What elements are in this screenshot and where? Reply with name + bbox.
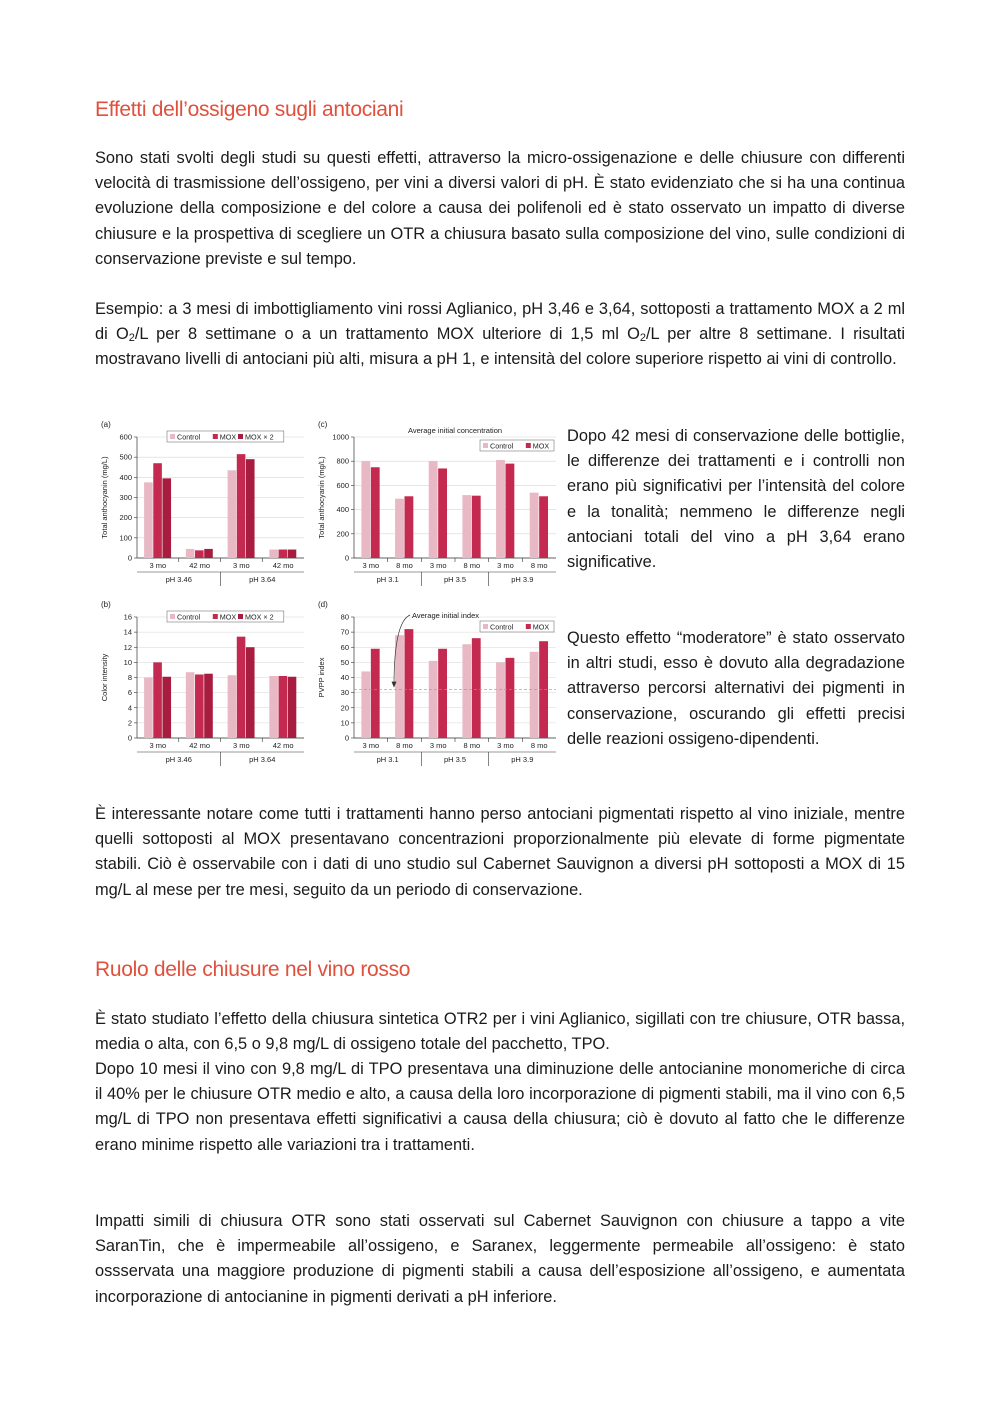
- legend-swatch: [526, 443, 531, 448]
- y-tick-label: 40: [340, 673, 349, 682]
- paragraph-10-months: Dopo 10 mesi il vino con 9,8 mg/L di TPO presentava una diminuzione delle antocianine monomeriche di circa il 40% per le chiusure OTR medio e alto, a causa della loro incorporazione di pigmenti stabili, ma il vino con 6,5 mg/L di TPO non presentava effetti significativi a causa della chiusura; ciò è dovuto al fatto che le differenze erano minime rispetto alle variazioni tra i trattamenti.: [95, 1060, 905, 1154]
- bar-mox: [237, 637, 246, 738]
- bar-control: [462, 644, 471, 738]
- bar-mox-2: [246, 459, 255, 558]
- legend-label: Control: [177, 432, 201, 442]
- y-tick-label: 0: [127, 733, 132, 743]
- y-tick-label: 16: [123, 612, 132, 622]
- bar-control: [361, 671, 370, 738]
- group-label: pH 3.5: [443, 575, 467, 584]
- bar-mox: [237, 454, 246, 558]
- y-tick-label: 10: [340, 718, 349, 728]
- legend-swatch: [483, 624, 488, 629]
- side-paragraph-moderator: Questo effetto “moderatore” è stato osservato in altri studi, esso è dovuto alla degradazione attraverso percorsi alternativi dei pigmenti in conservazione, oscurando gli effetti precisi delle reazioni ossigeno-dipendenti.: [567, 629, 905, 748]
- bar-control: [530, 493, 539, 558]
- y-tick-label: 600: [336, 480, 349, 490]
- y-tick-label: 500: [119, 452, 132, 462]
- bar-mox-2: [162, 478, 171, 558]
- panel-label: (d): [318, 600, 328, 609]
- bar-mox-2: [246, 647, 255, 738]
- y-tick-label: 300: [119, 493, 132, 502]
- bar-mox: [195, 550, 204, 558]
- group-label: pH 3.1: [376, 755, 399, 764]
- legend-label: Control: [490, 622, 514, 632]
- y-tick-label: 1000: [332, 432, 349, 442]
- bar-mox: [506, 464, 515, 558]
- group-label: pH 3.1: [376, 575, 399, 584]
- bar-control: [228, 470, 237, 558]
- x-tick-label: 42 mo: [189, 561, 211, 570]
- legend-swatch: [170, 434, 175, 439]
- legend-label: MOX: [532, 622, 550, 632]
- panel-label: (a): [101, 420, 111, 429]
- paragraph-intro: Sono stati svolti degli studi su questi effetti, attraverso la micro-ossigenazione e delle chiusure con differenti velocità di trasmissione dell’ossigeno, per vini a diversi valori di pH. È stato evidenziato che si ha una continua evoluzione della composizione e del colore a causa dei polifenoli ed è stato osservato un impatto di diverse chiusure e la prospettiva di scegliere un OTR a chiusura basato sulla composizione del vino, sulle condizioni di conservazione previste e sul tempo.: [95, 149, 905, 268]
- bar-mox-2: [204, 549, 213, 558]
- bar-mox: [472, 638, 481, 738]
- bar-control: [361, 461, 370, 558]
- x-tick-label: 3 mo: [233, 741, 250, 750]
- section-title-closures: Ruolo delle chiusure nel vino rosso: [95, 958, 411, 981]
- y-tick-label: 200: [119, 513, 132, 523]
- bar-mox: [371, 467, 380, 558]
- legend-swatch: [213, 434, 218, 439]
- y-tick-label: 50: [340, 657, 349, 667]
- annotation-label: Average initial index: [412, 611, 479, 620]
- bar-mox: [371, 649, 380, 738]
- bar-control: [269, 550, 278, 558]
- y-tick-label: 0: [127, 553, 132, 563]
- y-tick-label: 200: [336, 529, 349, 539]
- bar-mox: [153, 463, 162, 558]
- bar-mox: [405, 629, 414, 738]
- legend-label: MOX: [532, 441, 550, 451]
- y-tick-label: 0: [344, 553, 349, 563]
- y-tick-label: 70: [340, 627, 349, 637]
- example-text-b: /L per 8 settimane o a un trattamento MOX ulteriore di 1,5 ml O: [134, 325, 640, 344]
- bar-mox: [195, 674, 204, 738]
- group-label: pH 3.9: [511, 575, 534, 584]
- legend-label: Control: [490, 441, 514, 451]
- legend-swatch: [238, 614, 243, 619]
- x-tick-label: 3 mo: [149, 741, 167, 750]
- bar-mox: [506, 658, 515, 738]
- group-label: pH 3.64: [249, 575, 276, 584]
- legend-label: Control: [177, 612, 201, 622]
- x-tick-label: 3 mo: [233, 561, 250, 570]
- group-label: pH 3.46: [165, 575, 192, 584]
- bar-control: [144, 678, 153, 739]
- paragraph-sarantin: Impatti simili di chiusura OTR sono stati osservati sul Cabernet Sauvignon con chiusure a tappo a vite SaranTin, che è impermeabile all’ossigeno, e Saranex, leggermente permeabile all’ossigeno: è stato ossservata una maggiore produzione di pigmenti stabili a causa dell’esposizione all’ossigeno, e aumentata incorporazione di antocianine in pigmenti derivati a pH inferiore.: [95, 1212, 905, 1306]
- bar-mox-2: [204, 674, 213, 738]
- bar-control: [429, 661, 438, 738]
- x-tick-label: 8 mo: [530, 741, 548, 750]
- legend-label: MOX: [219, 432, 237, 442]
- y-tick-label: 100: [119, 533, 132, 543]
- legend-label: MOX: [219, 612, 237, 622]
- bar-mox: [279, 676, 288, 738]
- group-label: pH 3.9: [511, 755, 534, 764]
- side-paragraph-42-months: Dopo 42 mesi di conservazione delle bottiglie, le differenze dei trattamenti e i controlli non erano più significativi per l’intensità del colore e la tonalità; nemmeno le differenze negli antociani totali del vino a pH 3,64 erano significative.: [567, 427, 905, 572]
- legend-label: MOX × 2: [245, 612, 274, 622]
- legend-swatch: [238, 434, 243, 439]
- x-tick-label: 8 mo: [463, 561, 481, 570]
- x-tick-label: 3 mo: [497, 741, 514, 750]
- y-tick-label: 80: [340, 612, 349, 622]
- bar-control: [395, 499, 404, 558]
- bar-control: [462, 495, 471, 558]
- x-tick-label: 3 mo: [362, 561, 380, 570]
- legend-swatch: [170, 614, 175, 619]
- x-tick-label: 3 mo: [429, 741, 447, 750]
- y-tick-label: 14: [123, 627, 132, 637]
- legend-label: MOX × 2: [245, 432, 274, 442]
- y-tick-label: 0: [344, 733, 349, 743]
- example-text-c: /L per altre 8 settimane. I risultati mostravano livelli di antociani più alti, misura a pH 1, e intensità del colore superiore rispetto ai vini di controllo.: [95, 325, 906, 369]
- y-tick-label: 400: [336, 505, 349, 515]
- bar-control: [429, 461, 438, 558]
- bar-control: [269, 676, 278, 738]
- bar-mox-2: [288, 677, 297, 738]
- panel-label: (c): [318, 420, 328, 429]
- bar-mox-2: [162, 677, 171, 738]
- bar-control: [144, 482, 153, 558]
- x-tick-label: 8 mo: [396, 741, 413, 750]
- o2-subscript: 2: [639, 332, 646, 345]
- x-tick-label: 42 mo: [272, 741, 294, 750]
- paragraph-otr2: È stato studiato l’effetto della chiusura sintetica OTR2 per i vini Aglianico, sigillati con tre chiusure, OTR bassa, media o alta, con 6,5 o 9,8 mg/L di ossigeno totale del pacchetto, TPO.: [95, 1010, 905, 1054]
- bar-control: [496, 662, 505, 738]
- chart-a-total-anthocyanin: [95, 415, 310, 590]
- y-tick-label: 12: [123, 642, 132, 652]
- y-axis-label: Color intensity: [100, 653, 109, 702]
- y-tick-label: 4: [127, 703, 132, 713]
- example-text-a: Esempio: a 3 mesi di imbottigliamento vini rossi Aglianico, pH 3,46 e 3,64, sottoposti a trattamento MOX a 2 ml di O: [95, 300, 905, 344]
- legend-swatch: [213, 614, 218, 619]
- group-label: pH 3.5: [443, 755, 467, 764]
- bar-control: [228, 675, 237, 738]
- x-tick-label: 42 mo: [189, 741, 211, 750]
- bar-mox: [405, 496, 414, 558]
- y-tick-label: 400: [119, 472, 132, 482]
- bar-control: [530, 652, 539, 738]
- x-tick-label: 8 mo: [396, 561, 413, 570]
- x-tick-label: 3 mo: [497, 561, 514, 570]
- bar-control: [186, 672, 195, 738]
- y-tick-label: 6: [127, 688, 132, 698]
- x-tick-label: 3 mo: [362, 741, 380, 750]
- chart-c-total-anthocyanin: [312, 415, 562, 590]
- bar-mox: [472, 496, 481, 558]
- x-tick-label: 8 mo: [530, 561, 548, 570]
- y-axis-label: Total anthocyanin (mg/L): [317, 456, 326, 539]
- y-tick-label: 2: [127, 718, 132, 728]
- y-tick-label: 10: [123, 657, 132, 667]
- paragraph-pigmented: È interessante notare come tutti i trattamenti hanno perso antociani pigmentati rispetto al vino iniziale, mentre quelli sottoposti al MOX presentavano concentrazioni proporzionalmente più elevate di forme pigmentate stabili. Ciò è osservabile con i dati di uno studio sul Cabernet Sauvignon a diversi pH sottoposti a MOX di 15 mg/L al mese per tre mesi, seguito da un periodo di conservazione.: [95, 805, 905, 899]
- bar-mox: [438, 649, 447, 738]
- panel-label: (b): [101, 600, 111, 609]
- chart-d-pvpp-index: [312, 595, 562, 770]
- bar-mox: [438, 468, 447, 558]
- annotation-label: Average initial concentration: [407, 426, 503, 435]
- chart-b-color-intensity: [95, 595, 310, 770]
- y-tick-label: 8: [127, 673, 132, 682]
- group-label: pH 3.46: [165, 755, 192, 764]
- section-title: Effetti dell’ossigeno sugli antociani: [95, 98, 404, 121]
- bar-control: [186, 549, 195, 558]
- legend-swatch: [483, 443, 488, 448]
- y-tick-label: 800: [336, 456, 349, 466]
- bar-mox: [153, 662, 162, 738]
- y-tick-label: 20: [340, 703, 349, 713]
- bar-mox-2: [288, 550, 297, 558]
- bar-control: [395, 635, 404, 738]
- y-tick-label: 60: [340, 642, 349, 652]
- bar-mox: [279, 550, 288, 558]
- x-tick-label: 3 mo: [429, 561, 447, 570]
- paragraph-example: [95, 297, 905, 373]
- y-tick-label: 600: [119, 432, 132, 442]
- o2-subscript: 2: [128, 332, 135, 345]
- y-axis-label: PVPP index: [317, 657, 326, 698]
- legend-swatch: [526, 624, 531, 629]
- bar-control: [496, 460, 505, 558]
- y-axis-label: Total anthocyanin (mg/L): [100, 456, 109, 539]
- x-tick-label: 3 mo: [149, 561, 167, 570]
- group-label: pH 3.64: [249, 755, 276, 764]
- x-tick-label: 42 mo: [272, 561, 294, 570]
- bar-mox: [539, 496, 548, 558]
- y-tick-label: 30: [340, 688, 349, 698]
- x-tick-label: 8 mo: [463, 741, 481, 750]
